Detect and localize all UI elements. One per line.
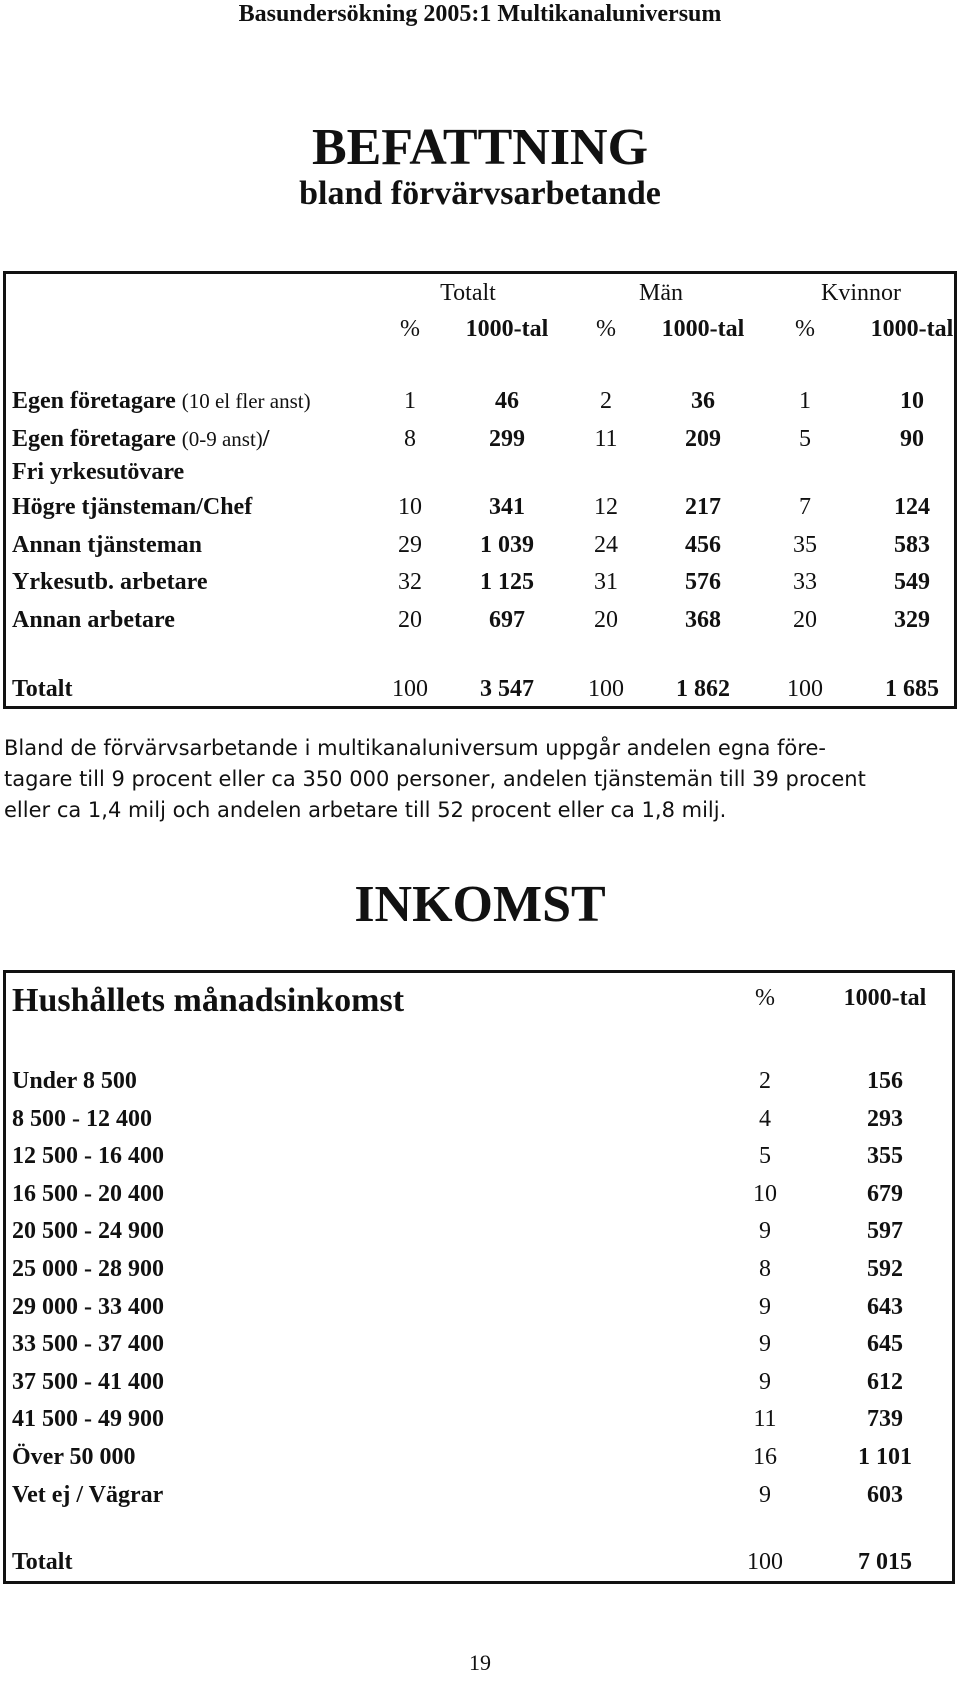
- income-row-label: 41 500 - 49 900: [12, 1406, 164, 1433]
- income-row-label: 37 500 - 41 400: [12, 1368, 164, 1395]
- income-abs: 739: [867, 1406, 903, 1433]
- row-label: [12, 426, 269, 453]
- income-row-label: 33 500 - 37 400: [12, 1331, 164, 1358]
- total-label: Totalt: [12, 676, 73, 702]
- table-cell: 299: [489, 426, 525, 452]
- income-pct: 16: [753, 1444, 777, 1470]
- inkomst-heading: Hushållets månadsinkomst: [12, 982, 405, 1019]
- table-cell: 10: [900, 388, 924, 414]
- income-abs: 355: [867, 1143, 903, 1170]
- table-cell: 11: [594, 426, 618, 452]
- income-pct: 9: [759, 1481, 771, 1508]
- table-cell: 31: [594, 569, 618, 595]
- income-abs: 612: [867, 1368, 903, 1395]
- income-pct: 9: [759, 1293, 771, 1320]
- table-cell: 209: [685, 426, 721, 452]
- column-group-header: Män: [639, 280, 683, 306]
- row-label-note: (10 el fler anst): [181, 389, 311, 413]
- column-subheader: 1000-tal: [870, 316, 954, 342]
- income-pct: 9: [759, 1331, 771, 1358]
- table-cell: 33: [793, 569, 817, 595]
- table-cell: 697: [489, 607, 525, 633]
- table-cell: 90: [900, 426, 924, 452]
- table-cell: 1: [404, 388, 416, 414]
- table-cell: 549: [894, 569, 930, 595]
- income-abs: 645: [867, 1331, 903, 1358]
- income-total-abs: 7 015: [858, 1549, 912, 1575]
- total-cell: 1 862: [676, 676, 730, 702]
- table-cell: 124: [894, 494, 930, 520]
- income-row-label: Vet ej / Vägrar: [12, 1481, 164, 1508]
- table-cell: 46: [495, 388, 519, 414]
- income-pct: 9: [759, 1368, 771, 1395]
- income-abs: 293: [867, 1105, 903, 1132]
- table-cell: 1 039: [480, 532, 534, 558]
- table-cell: 5: [799, 426, 811, 452]
- income-pct: 5: [759, 1143, 771, 1170]
- inkomst-col-pct: %: [755, 985, 775, 1011]
- row-label: [12, 569, 208, 596]
- befattning-title: BEFATTNING: [311, 119, 649, 176]
- income-pct: 9: [759, 1218, 771, 1245]
- table-cell: 368: [685, 607, 721, 633]
- table-cell: 1 125: [480, 569, 534, 595]
- income-total-label: Totalt: [12, 1549, 73, 1575]
- table-cell: 12: [594, 494, 618, 520]
- row-label: [12, 532, 202, 559]
- table-cell: 29: [398, 532, 422, 558]
- table-cell: 20: [793, 607, 817, 633]
- summary-paragraph: [4, 733, 954, 826]
- income-row-label: 20 500 - 24 900: [12, 1218, 164, 1245]
- column-group-header: Totalt: [440, 280, 496, 306]
- income-row-label: Över 50 000: [12, 1444, 136, 1470]
- table-cell: 576: [685, 569, 721, 595]
- column-subheader: %: [400, 316, 420, 342]
- table-cell: 35: [793, 532, 817, 558]
- table-cell: 217: [685, 494, 721, 520]
- row-label: [12, 388, 311, 415]
- table-cell: 341: [489, 494, 525, 520]
- row-label-continuation: Fri yrkesutövare: [12, 459, 185, 485]
- table-cell: 24: [594, 532, 618, 558]
- row-label-text: Yrkesutb. arbetare: [12, 569, 208, 595]
- income-row-label: 29 000 - 33 400: [12, 1293, 164, 1320]
- column-subheader: %: [596, 316, 616, 342]
- befattning-subtitle: bland förvärvsarbetande: [299, 175, 661, 212]
- table-cell: 20: [594, 607, 618, 633]
- table-cell: 1: [799, 388, 811, 414]
- paragraph-line: Bland de förvärvsarbetande i multikanaluniversum uppgår andelen egna före-: [4, 736, 826, 760]
- income-row-label: 16 500 - 20 400: [12, 1180, 164, 1207]
- total-cell: 100: [588, 676, 624, 702]
- table-cell: 32: [398, 569, 422, 595]
- column-group-header: Kvinnor: [821, 280, 901, 306]
- row-label: [12, 607, 175, 634]
- income-abs: 597: [867, 1218, 903, 1245]
- paragraph-line: tagare till 9 procent eller ca 350 000 personer, andelen tjänstemän till 39 procent: [4, 767, 866, 791]
- running-header: Basundersökning 2005:1 Multikanaluniversum: [238, 1, 722, 27]
- income-row-label: 12 500 - 16 400: [12, 1143, 164, 1170]
- income-row-label: 8 500 - 12 400: [12, 1105, 152, 1132]
- income-abs: 603: [867, 1481, 903, 1508]
- total-cell: 3 547: [480, 676, 534, 702]
- table-cell: 583: [894, 532, 930, 558]
- total-cell: 100: [392, 676, 428, 702]
- total-cell: 100: [787, 676, 823, 702]
- column-subheader: 1000-tal: [661, 316, 745, 342]
- income-pct: 10: [753, 1180, 777, 1207]
- income-abs: 156: [867, 1068, 903, 1094]
- income-abs: 592: [867, 1256, 903, 1282]
- table-cell: 36: [691, 388, 715, 414]
- table-cell: 329: [894, 607, 930, 633]
- row-label-text: Annan tjänsteman: [12, 532, 203, 558]
- row-label-text: Egen företagare: [12, 426, 176, 452]
- row-label-note: (0-9 anst): [181, 427, 263, 451]
- column-subheader: %: [795, 316, 815, 342]
- inkomst-title: INKOMST: [354, 876, 606, 933]
- income-abs: 679: [867, 1180, 903, 1207]
- income-pct: 4: [759, 1105, 771, 1132]
- inkomst-col-abs: 1000-tal: [843, 985, 927, 1011]
- table-cell: 20: [398, 607, 422, 633]
- income-pct: 8: [759, 1256, 771, 1282]
- table-cell: 10: [398, 494, 422, 520]
- row-label-text: Egen företagare: [12, 388, 176, 414]
- income-total-pct: 100: [747, 1549, 783, 1575]
- table-cell: 8: [404, 426, 416, 452]
- column-subheader: 1000-tal: [465, 316, 549, 342]
- total-cell: 1 685: [885, 676, 939, 702]
- income-row-label: Under 8 500: [12, 1068, 137, 1094]
- row-label-text: Högre tjänsteman/Chef: [12, 494, 253, 520]
- income-abs: 643: [867, 1293, 903, 1320]
- income-row-label: 25 000 - 28 900: [12, 1256, 164, 1282]
- row-label-text: Annan arbetare: [12, 607, 175, 633]
- row-label: [12, 494, 252, 521]
- page-number: 19: [469, 1650, 491, 1675]
- table-cell: 7: [799, 494, 811, 520]
- row-label-suffix: /: [262, 426, 270, 452]
- income-pct: 11: [753, 1406, 777, 1433]
- income-abs: 1 101: [858, 1444, 912, 1470]
- table-cell: 2: [600, 388, 612, 414]
- paragraph-line: eller ca 1,4 milj och andelen arbetare till 52 procent eller ca 1,8 milj.: [4, 798, 727, 822]
- income-pct: 2: [759, 1068, 771, 1094]
- table-cell: 456: [685, 532, 721, 558]
